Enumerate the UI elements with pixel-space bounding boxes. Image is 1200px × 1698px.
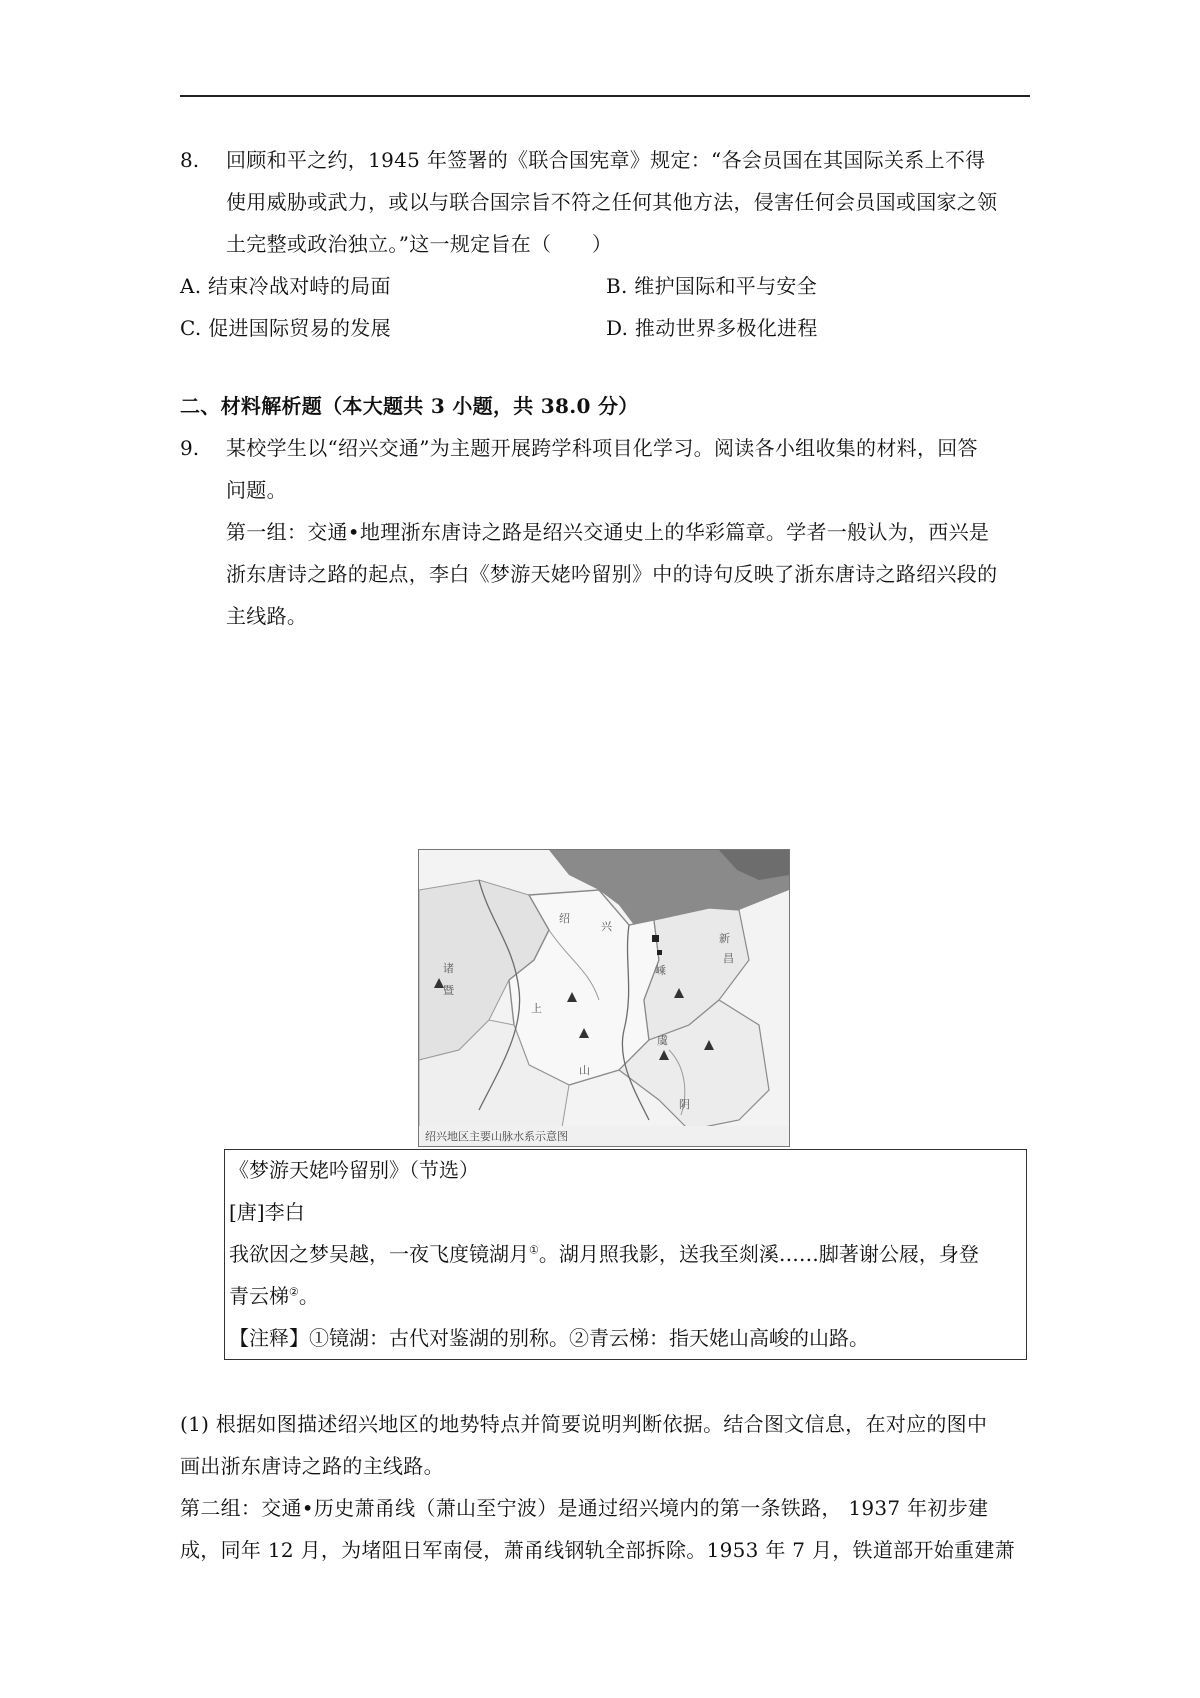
subquestion-1-line: (1) 根据如图描述绍兴地区的地势特点并简要说明判断依据。结合图文信息，在对应的图中 xyxy=(180,1412,988,1436)
map-label: 虞 xyxy=(657,1034,668,1047)
question-8-stem-line: 使用威胁或武力，或以与联合国宗旨不符之任何其他方法，侵害任何会员国或国家之领 xyxy=(226,190,998,214)
map-caption: 绍兴地区主要山脉水系示意图 xyxy=(425,1130,568,1143)
city-marker xyxy=(652,935,659,942)
group-2-line: 第二组：交通•历史萧甬线（萧山至宁波）是通过绍兴境内的第一条铁路， 1937 年初步建 xyxy=(180,1496,989,1520)
map-graphic xyxy=(419,850,789,1146)
subquestion-1-line: 画出浙东唐诗之路的主线路。 xyxy=(180,1454,444,1478)
map-label: 绍 xyxy=(559,912,570,925)
map-label: 阴 xyxy=(679,1098,690,1111)
poem-verse-line xyxy=(229,1282,319,1310)
map-label: 新 xyxy=(719,932,730,945)
question-8-stem-line: 土完整或政治独立。”这一规定旨在（ ） xyxy=(226,232,613,256)
poem-title: 《梦游天姥吟留别》（节选） xyxy=(229,1158,479,1182)
question-9-stem-line: 浙东唐诗之路的起点，李白《梦游天姥吟留别》中的诗句反映了浙东唐诗之路绍兴段的 xyxy=(226,562,998,586)
poem-verse-line xyxy=(229,1240,979,1268)
option-a: A. 结束冷战对峙的局面 xyxy=(180,274,391,298)
map-label: 昌 xyxy=(723,952,734,965)
section-heading: 二、材料解析题（本大题共 3 小题，共 38.0 分） xyxy=(180,394,639,418)
header-rule xyxy=(180,95,1030,97)
map-label: 诸 xyxy=(443,962,454,975)
map-label: 上 xyxy=(531,1002,542,1015)
map-label: 兴 xyxy=(601,920,612,933)
option-c: C. 促进国际贸易的发展 xyxy=(180,316,391,340)
poem-box xyxy=(224,1149,1027,1360)
poem-author: [唐]李白 xyxy=(229,1200,305,1224)
question-9-stem-line: 第一组：交通•地理浙东唐诗之路是绍兴交通史上的华彩篇章。学者一般认为，西兴是 xyxy=(226,520,990,544)
poem-verse-text: 我欲因之梦吴越，一夜飞度镜湖月 xyxy=(229,1242,529,1266)
shaoxing-map xyxy=(418,849,790,1147)
city-marker xyxy=(657,950,662,955)
poem-note: 【注释】①镜湖：古代对鉴湖的别称。②青云梯：指天姥山高峻的山路。 xyxy=(229,1326,869,1350)
poem-verse-text: 青云梯 xyxy=(229,1284,289,1308)
option-d: D. 推动世界多极化进程 xyxy=(606,316,818,340)
group-2-line: 成，同年 12 月，为堵阻日军南侵，萧甬线钢轨全部拆除。1953 年 7 月，铁道部开始重建萧 xyxy=(180,1538,1015,1562)
footnote-mark: ② xyxy=(289,1285,299,1299)
question-9-stem-line: 主线路。 xyxy=(226,604,308,628)
poem-verse-text: 。湖月照我影，送我至剡溪……脚著谢公屐，身登 xyxy=(538,1242,979,1266)
question-9-stem-line: 问题。 xyxy=(226,478,287,502)
question-9-stem-line: 某校学生以“绍兴交通”为主题开展跨学科项目化学习。阅读各小组收集的材料，回答 xyxy=(226,436,978,460)
footnote-mark: ① xyxy=(529,1243,539,1257)
question-8-number: 8. xyxy=(180,148,200,172)
question-9-number: 9. xyxy=(180,436,200,460)
map-label: 嵊 xyxy=(655,964,666,977)
poem-verse-text: 。 xyxy=(298,1284,319,1308)
map-label: 山 xyxy=(579,1064,590,1077)
map-label: 暨 xyxy=(443,984,454,997)
option-b: B. 维护国际和平与安全 xyxy=(606,274,818,298)
question-8-stem-line: 回顾和平之约，1945 年签署的《联合国宪章》规定：“各会员国在其国际关系上不得 xyxy=(226,148,986,172)
